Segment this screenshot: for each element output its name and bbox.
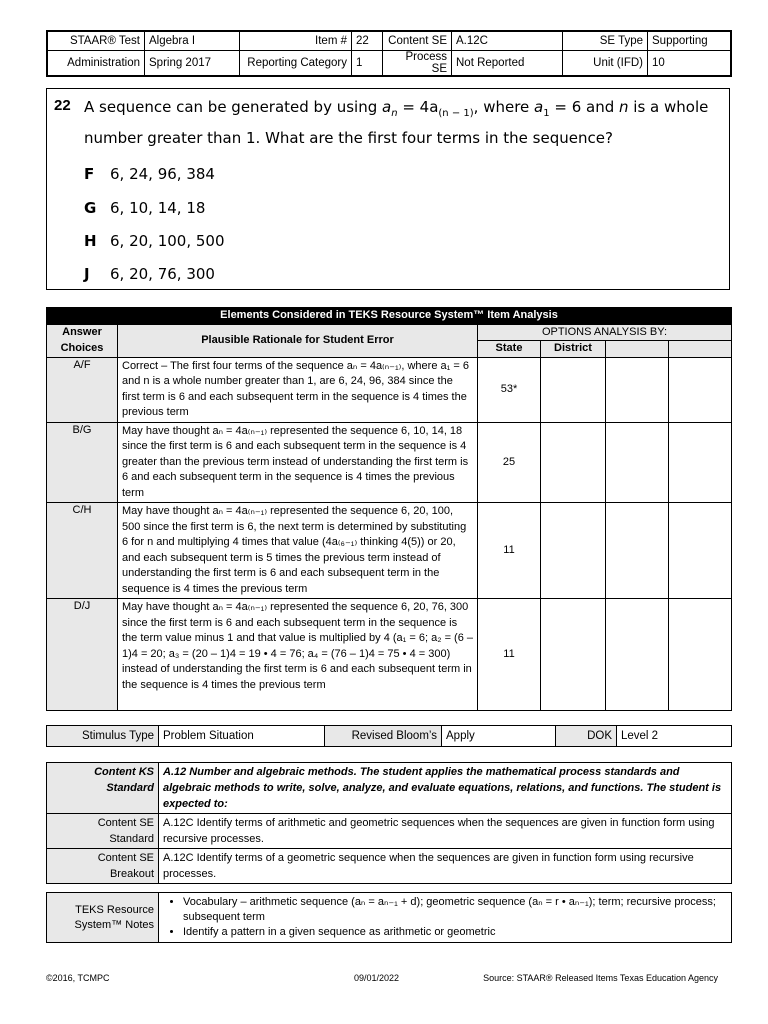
notes-label: TEKS Resource System™ Notes — [47, 893, 159, 943]
footer-source: Source: STAAR® Released Items Texas Education Agency — [483, 973, 718, 983]
option-letter: J — [84, 265, 90, 283]
question-number: 22 — [54, 97, 71, 114]
footer-copyright: ©2016, TCMPC — [46, 973, 110, 983]
district-cell — [541, 599, 606, 711]
bloom-value: Apply — [442, 726, 556, 747]
district-header: District — [541, 341, 606, 358]
option-letter: H — [84, 232, 97, 250]
process-se-label: Process SE — [383, 51, 452, 77]
content-se-breakout-text: A.12C Identify terms of a geometric sequence when the sequences are given in function form using recursive processes. — [159, 849, 732, 884]
notes-table — [46, 892, 732, 943]
notes-bullet: • Identify a pattern in a given sequence as arithmetic or geometric — [183, 925, 727, 940]
question-text-part: = 6 and — [549, 98, 620, 116]
content-se-value: A.12C — [452, 31, 563, 51]
question-text — [84, 95, 724, 150]
question-box — [46, 88, 730, 290]
process-se-value: Not Reported — [452, 51, 563, 77]
district-cell — [541, 503, 606, 599]
answer-choice: A/F — [47, 357, 118, 422]
state-percent: 53* — [478, 357, 541, 422]
rationale: Correct – The first four terms of the sequence aₙ = 4a₍ₙ₋₁₎, where a₁ = 6 and n is a whole number greater than 1, are 6, 24, 96, 384 since the first term is 6 and each subsequent term in the sequence is 4 times the previous term — [118, 357, 478, 422]
unit-value: 10 — [648, 51, 732, 77]
option-text: 6, 10, 14, 18 — [110, 199, 206, 217]
content-se-standard-label: Content SE Standard — [47, 814, 159, 849]
content-ks-text: A.12 Number and algebraic methods. The student applies the mathematical process standards and algebraic methods to write, solve, analyze, and evaluate equations, relations, and functions. The student is expected to: — [159, 763, 732, 814]
formula-n: n — [391, 108, 398, 119]
staar-test-label: STAAR® Test — [47, 31, 145, 51]
stimulus-type-value: Problem Situation — [159, 726, 325, 747]
option-g[interactable] — [84, 199, 205, 217]
blank-header — [669, 341, 732, 358]
blank-header — [606, 341, 669, 358]
dok-value: Level 2 — [617, 726, 732, 747]
se-type-label: SE Type — [563, 31, 648, 51]
empty-cell — [606, 357, 669, 422]
answer-choice: B/G — [47, 422, 118, 503]
reporting-category-value: 1 — [352, 51, 383, 77]
option-letter: F — [84, 165, 95, 183]
se-type-value: Supporting — [648, 31, 732, 51]
rationale: May have thought aₙ = 4a₍ₙ₋₁₎ represented the sequence 6, 20, 100, 500 since the first term is 6, the next term is determined by substituting 6 for n and multiplying 4 times that value (4a₍₆₋₁₎ thinking 4(5)) or 20, and each subsequent term is 5 times the previous term instead of understanding the first term is 6 and each subsequent term in the sequence is 4 times the previous term — [118, 503, 478, 599]
answer-choices-header: Answer Choices — [47, 324, 118, 357]
district-cell — [541, 357, 606, 422]
administration-value: Spring 2017 — [145, 51, 240, 77]
item-number-label: Item # — [240, 31, 352, 51]
stimulus-table — [46, 725, 732, 747]
content-se-breakout-label: Content SE Breakout — [47, 849, 159, 884]
question-text-part: A sequence can be generated by using — [84, 98, 383, 116]
option-text: 6, 24, 96, 384 — [110, 165, 215, 183]
option-j[interactable] — [84, 265, 215, 283]
empty-cell — [669, 599, 732, 711]
rationale: May have thought aₙ = 4a₍ₙ₋₁₎ represented the sequence 6, 10, 14, 18 since the first term is 6 and each subsequent term in the sequence is 4 greater than the previous term instead of understanding the first term is 6 and each subsequent term in the sequence is 4 times the previous term — [118, 422, 478, 503]
n-var: n — [619, 98, 629, 116]
item-header-table — [46, 30, 732, 77]
state-header: State — [478, 341, 541, 358]
table-row — [47, 599, 732, 711]
content-se-label: Content SE — [383, 31, 452, 51]
empty-cell — [669, 503, 732, 599]
rationale-header: Plausible Rationale for Student Error — [118, 324, 478, 357]
a1-sub: 1 — [543, 108, 550, 119]
options-analysis-header: OPTIONS ANALYSIS BY: — [478, 324, 732, 341]
unit-label: Unit (IFD) — [563, 51, 648, 77]
option-h[interactable] — [84, 232, 225, 250]
notes-list — [163, 895, 727, 940]
empty-cell — [606, 599, 669, 711]
table-row — [47, 503, 732, 599]
formula-a: a — [382, 98, 392, 116]
formula-eq: = 4a — [397, 98, 439, 116]
footer-date: 09/01/2022 — [354, 973, 400, 983]
table-row — [47, 422, 732, 503]
state-percent: 11 — [478, 599, 541, 711]
option-f[interactable] — [84, 165, 215, 183]
empty-cell — [606, 422, 669, 503]
rationale: May have thought aₙ = 4a₍ₙ₋₁₎ represented the sequence 6, 20, 76, 300 since the first term is 6 and each subsequent term in the sequence is the term value minus 1 and that value is multiplied by 4 (a₁ = 6; a₂ = (6 – 1)4 = 20; a₃ = (20 – 1)4 = 19 • 4 = 76; a₄ = (76 – 1)4 = 75 • 4 = 300) instead of understanding the first term is 6 and each subsequent term in the sequence is 4 times the previous term — [118, 599, 478, 711]
staar-test-value: Algebra I — [145, 31, 240, 51]
answer-choice: D/J — [47, 599, 118, 711]
empty-cell — [606, 503, 669, 599]
table-row — [47, 357, 732, 422]
option-letter: G — [84, 199, 97, 217]
item-analysis-table — [46, 307, 732, 711]
question-text-part: , where — [473, 98, 535, 116]
standards-table — [46, 762, 732, 884]
state-percent: 25 — [478, 422, 541, 503]
reporting-category-label: Reporting Category — [240, 51, 352, 77]
administration-label: Administration — [47, 51, 145, 77]
content-se-standard-text: A.12C Identify terms of arithmetic and geometric sequences when the sequences are given in function form using recursive processes. — [159, 814, 732, 849]
option-text: 6, 20, 76, 300 — [110, 265, 215, 283]
dok-label: DOK — [556, 726, 617, 747]
stimulus-type-label: Stimulus Type — [47, 726, 159, 747]
notes-content — [159, 893, 732, 943]
option-text: 6, 20, 100, 500 — [110, 232, 225, 250]
item-number-value: 22 — [352, 31, 383, 51]
question-text-part: is a whole number greater than 1. What are the first four terms in the sequence? — [84, 98, 709, 147]
analysis-title: Elements Considered in TEKS Resource System™ Item Analysis — [47, 308, 732, 325]
district-cell — [541, 422, 606, 503]
notes-bullet: • Vocabulary – arithmetic sequence (aₙ = aₙ₋₁ + d); geometric sequence (aₙ = r • aₙ₋₁); term; recursive process; subsequent term — [183, 895, 727, 925]
formula-sub: (n − 1) — [438, 108, 474, 119]
answer-choice: C/H — [47, 503, 118, 599]
content-ks-label: Content KS Standard — [47, 763, 159, 814]
bloom-label: Revised Bloom’s — [325, 726, 442, 747]
empty-cell — [669, 357, 732, 422]
a1-var: a — [534, 98, 544, 116]
empty-cell — [669, 422, 732, 503]
state-percent: 11 — [478, 503, 541, 599]
